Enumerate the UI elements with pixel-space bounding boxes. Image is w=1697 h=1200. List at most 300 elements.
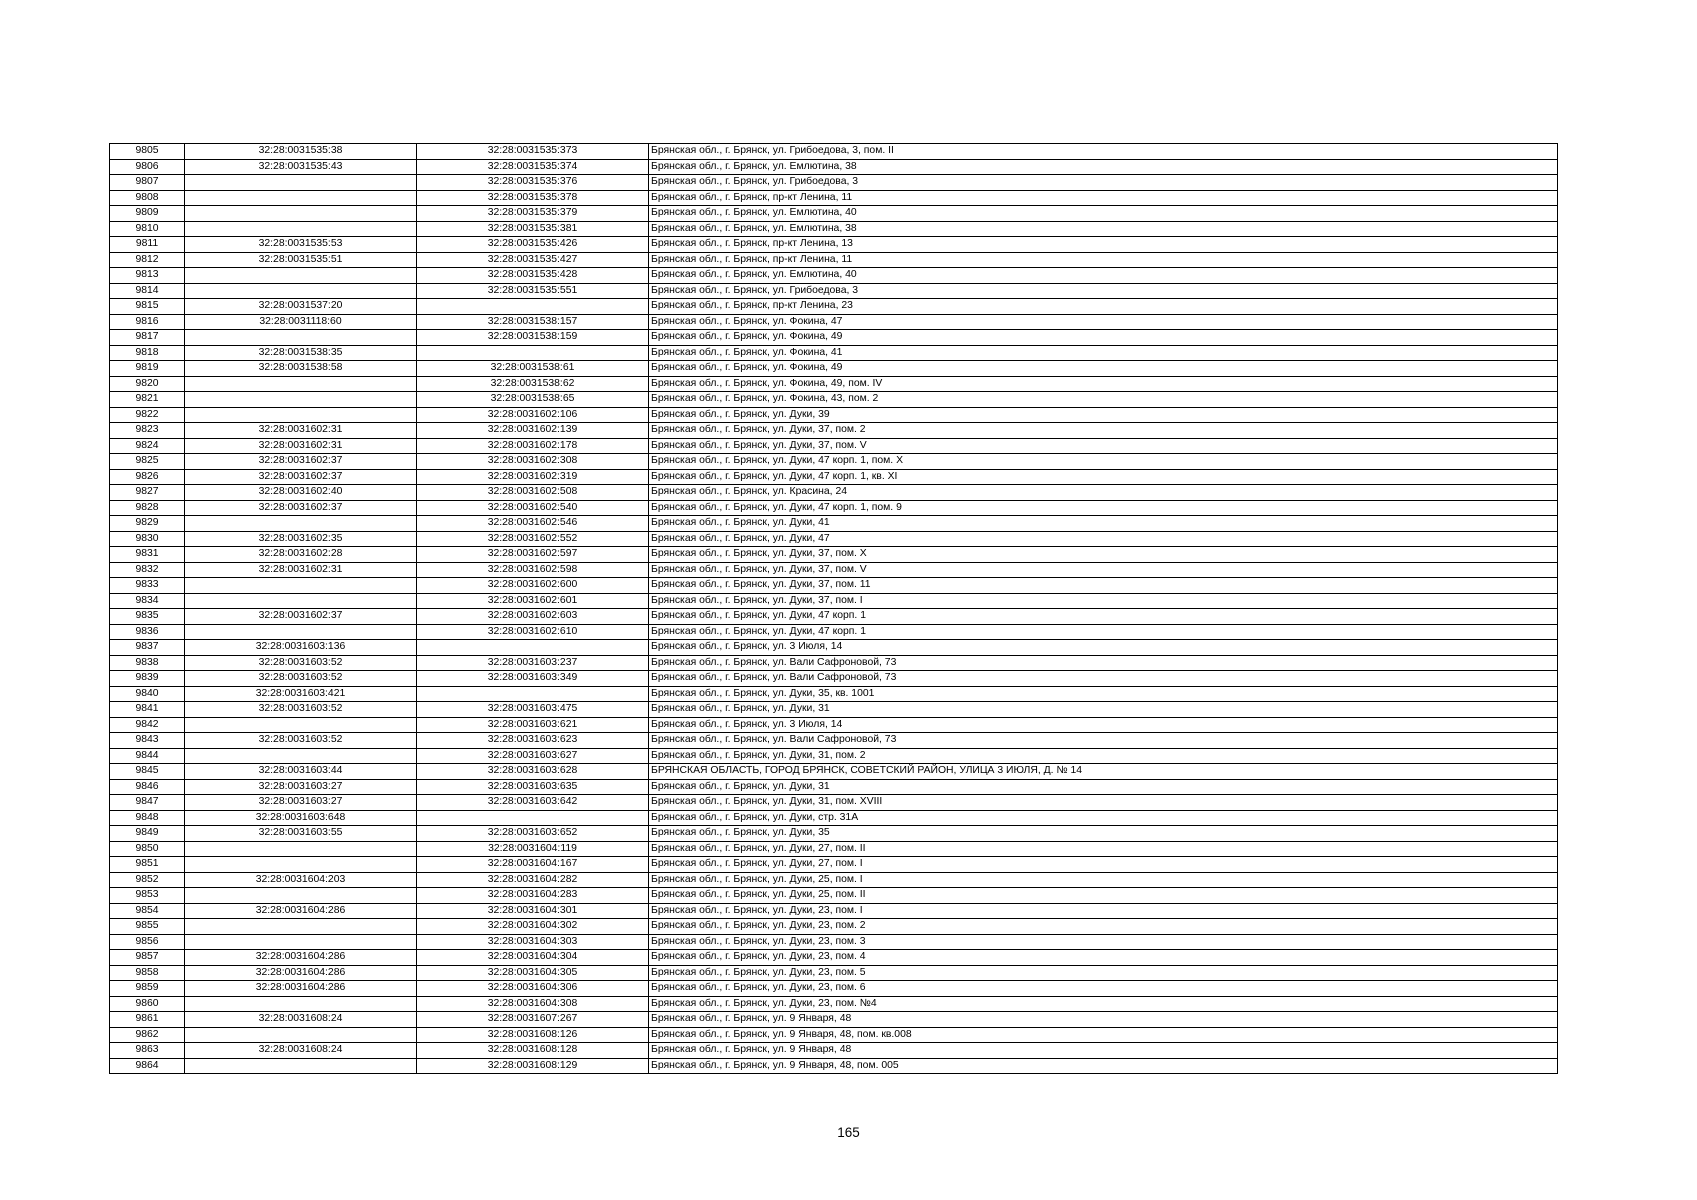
row-number-cell: 9833: [110, 578, 185, 594]
address-cell: Брянская обл., г. Брянск, ул. Дуки, 25, пом. I: [649, 872, 1558, 888]
land-cadastral-number-cell: [185, 392, 417, 408]
land-cadastral-number-cell: [185, 175, 417, 191]
address-cell: Брянская обл., г. Брянск, ул. Дуки, 47 корп. 1: [649, 624, 1558, 640]
table-row: [110, 1043, 1558, 1059]
row-number-cell: 9823: [110, 423, 185, 439]
address-cell: Брянская обл., г. Брянск, ул. Дуки, стр. 31А: [649, 810, 1558, 826]
land-cadastral-number-cell: [185, 593, 417, 609]
address-cell: Брянская обл., г. Брянск, ул. Вали Сафроновой, 73: [649, 671, 1558, 687]
object-cadastral-number-cell: 32:28:0031602:546: [417, 516, 649, 532]
land-cadastral-number-cell: [185, 748, 417, 764]
table-row: [110, 531, 1558, 547]
address-cell: Брянская обл., г. Брянск, ул. Дуки, 37, пом. V: [649, 438, 1558, 454]
object-cadastral-number-cell: 32:28:0031602:598: [417, 562, 649, 578]
object-cadastral-number-cell: 32:28:0031535:376: [417, 175, 649, 191]
table-row: [110, 500, 1558, 516]
table-row: [110, 299, 1558, 315]
row-number-cell: 9831: [110, 547, 185, 563]
land-cadastral-number-cell: 32:28:0031118:60: [185, 314, 417, 330]
row-number-cell: 9862: [110, 1027, 185, 1043]
table-row: [110, 516, 1558, 532]
document-page: [109, 143, 1558, 1074]
table-row: [110, 144, 1558, 160]
object-cadastral-number-cell: [417, 810, 649, 826]
object-cadastral-number-cell: 32:28:0031602:603: [417, 609, 649, 625]
row-number-cell: 9815: [110, 299, 185, 315]
address-cell: Брянская обл., г. Брянск, ул. Дуки, 23, пом. 3: [649, 934, 1558, 950]
row-number-cell: 9832: [110, 562, 185, 578]
address-cell: Брянская обл., г. Брянск, ул. Дуки, 23, пом. 4: [649, 950, 1558, 966]
object-cadastral-number-cell: 32:28:0031603:623: [417, 733, 649, 749]
table-row: [110, 454, 1558, 470]
land-cadastral-number-cell: [185, 221, 417, 237]
table-row: [110, 810, 1558, 826]
table-row: [110, 655, 1558, 671]
row-number-cell: 9834: [110, 593, 185, 609]
land-cadastral-number-cell: [185, 717, 417, 733]
table-row: [110, 175, 1558, 191]
object-cadastral-number-cell: 32:28:0031604:282: [417, 872, 649, 888]
land-cadastral-number-cell: [185, 1027, 417, 1043]
address-cell: Брянская обл., г. Брянск, ул. Вали Сафроновой, 73: [649, 733, 1558, 749]
address-cell: Брянская обл., г. Брянск, ул. Грибоедова, 3, пом. II: [649, 144, 1558, 160]
land-cadastral-number-cell: 32:28:0031602:31: [185, 562, 417, 578]
object-cadastral-number-cell: 32:28:0031602:508: [417, 485, 649, 501]
address-cell: Брянская обл., г. Брянск, ул. Дуки, 35, кв. 1001: [649, 686, 1558, 702]
address-cell: Брянская обл., г. Брянск, ул. Дуки, 47: [649, 531, 1558, 547]
object-cadastral-number-cell: 32:28:0031535:426: [417, 237, 649, 253]
table-row: [110, 361, 1558, 377]
object-cadastral-number-cell: 32:28:0031602:601: [417, 593, 649, 609]
address-cell: Брянская обл., г. Брянск, ул. Дуки, 47 корп. 1, кв. XI: [649, 469, 1558, 485]
row-number-cell: 9824: [110, 438, 185, 454]
address-cell: Брянская обл., г. Брянск, ул. Дуки, 39: [649, 407, 1558, 423]
address-cell: Брянская обл., г. Брянск, ул. Дуки, 23, пом. 2: [649, 919, 1558, 935]
table-row: [110, 826, 1558, 842]
row-number-cell: 9859: [110, 981, 185, 997]
land-cadastral-number-cell: 32:28:0031603:55: [185, 826, 417, 842]
land-cadastral-number-cell: [185, 624, 417, 640]
land-cadastral-number-cell: 32:28:0031608:24: [185, 1043, 417, 1059]
table-row: [110, 392, 1558, 408]
object-cadastral-number-cell: 32:28:0031608:126: [417, 1027, 649, 1043]
row-number-cell: 9810: [110, 221, 185, 237]
row-number-cell: 9842: [110, 717, 185, 733]
table-row: [110, 624, 1558, 640]
land-cadastral-number-cell: 32:28:0031604:203: [185, 872, 417, 888]
object-cadastral-number-cell: 32:28:0031604:302: [417, 919, 649, 935]
land-cadastral-number-cell: 32:28:0031602:31: [185, 438, 417, 454]
land-cadastral-number-cell: 32:28:0031602:37: [185, 609, 417, 625]
land-cadastral-number-cell: 32:28:0031537:20: [185, 299, 417, 315]
row-number-cell: 9845: [110, 764, 185, 780]
object-cadastral-number-cell: 32:28:0031538:159: [417, 330, 649, 346]
address-cell: Брянская обл., г. Брянск, ул. 3 Июля, 14: [649, 717, 1558, 733]
table-row: [110, 733, 1558, 749]
row-number-cell: 9809: [110, 206, 185, 222]
table-row: [110, 857, 1558, 873]
land-cadastral-number-cell: 32:28:0031535:51: [185, 252, 417, 268]
land-cadastral-number-cell: [185, 996, 417, 1012]
object-cadastral-number-cell: 32:28:0031604:306: [417, 981, 649, 997]
row-number-cell: 9860: [110, 996, 185, 1012]
row-number-cell: 9819: [110, 361, 185, 377]
address-cell: Брянская обл., г. Брянск, ул. Дуки, 37, пом. 2: [649, 423, 1558, 439]
object-cadastral-number-cell: 32:28:0031603:621: [417, 717, 649, 733]
land-cadastral-number-cell: 32:28:0031602:37: [185, 469, 417, 485]
address-cell: Брянская обл., г. Брянск, ул. Фокина, 49: [649, 361, 1558, 377]
table-row: [110, 950, 1558, 966]
row-number-cell: 9814: [110, 283, 185, 299]
address-cell: Брянская обл., г. Брянск, ул. Фокина, 47: [649, 314, 1558, 330]
address-cell: Брянская обл., г. Брянск, пр-кт Ленина, 11: [649, 190, 1558, 206]
row-number-cell: 9821: [110, 392, 185, 408]
table-row: [110, 485, 1558, 501]
object-cadastral-number-cell: 32:28:0031602:540: [417, 500, 649, 516]
object-cadastral-number-cell: 32:28:0031603:475: [417, 702, 649, 718]
address-cell: Брянская обл., г. Брянск, ул. Красина, 24: [649, 485, 1558, 501]
object-cadastral-number-cell: 32:28:0031602:552: [417, 531, 649, 547]
page-number: 165: [837, 1125, 860, 1140]
row-number-cell: 9816: [110, 314, 185, 330]
row-number-cell: 9855: [110, 919, 185, 935]
row-number-cell: 9830: [110, 531, 185, 547]
row-number-cell: 9811: [110, 237, 185, 253]
row-number-cell: 9848: [110, 810, 185, 826]
address-cell: Брянская обл., г. Брянск, ул. Дуки, 31, пом. XVIII: [649, 795, 1558, 811]
row-number-cell: 9829: [110, 516, 185, 532]
land-cadastral-number-cell: 32:28:0031608:24: [185, 1012, 417, 1028]
land-cadastral-number-cell: [185, 407, 417, 423]
address-cell: Брянская обл., г. Брянск, пр-кт Ленина, 23: [649, 299, 1558, 315]
table-row: [110, 283, 1558, 299]
land-cadastral-number-cell: 32:28:0031604:286: [185, 965, 417, 981]
land-cadastral-number-cell: 32:28:0031535:43: [185, 159, 417, 175]
row-number-cell: 9806: [110, 159, 185, 175]
land-cadastral-number-cell: 32:28:0031602:28: [185, 547, 417, 563]
address-cell: Брянская обл., г. Брянск, ул. 9 Января, 48, пом. кв.008: [649, 1027, 1558, 1043]
address-cell: Брянская обл., г. Брянск, ул. 9 Января, 48: [649, 1012, 1558, 1028]
address-cell: Брянская обл., г. Брянск, ул. Емлютина, 40: [649, 268, 1558, 284]
table-row: [110, 547, 1558, 563]
land-cadastral-number-cell: 32:28:0031603:52: [185, 655, 417, 671]
table-row: [110, 671, 1558, 687]
table-row: [110, 578, 1558, 594]
land-cadastral-number-cell: [185, 516, 417, 532]
table-row: [110, 702, 1558, 718]
land-cadastral-number-cell: 32:28:0031602:37: [185, 454, 417, 470]
table-row: [110, 934, 1558, 950]
land-cadastral-number-cell: [185, 888, 417, 904]
object-cadastral-number-cell: 32:28:0031607:267: [417, 1012, 649, 1028]
land-cadastral-number-cell: 32:28:0031603:52: [185, 702, 417, 718]
land-cadastral-number-cell: 32:28:0031603:52: [185, 733, 417, 749]
table-row: [110, 686, 1558, 702]
row-number-cell: 9818: [110, 345, 185, 361]
land-cadastral-number-cell: [185, 919, 417, 935]
table-row: [110, 438, 1558, 454]
table-row: [110, 159, 1558, 175]
row-number-cell: 9813: [110, 268, 185, 284]
table-row: [110, 965, 1558, 981]
land-cadastral-number-cell: 32:28:0031602:31: [185, 423, 417, 439]
object-cadastral-number-cell: [417, 686, 649, 702]
table-row: [110, 237, 1558, 253]
address-cell: Брянская обл., г. Брянск, ул. Грибоедова, 3: [649, 175, 1558, 191]
object-cadastral-number-cell: 32:28:0031608:128: [417, 1043, 649, 1059]
table-row: [110, 330, 1558, 346]
land-cadastral-number-cell: [185, 857, 417, 873]
row-number-cell: 9820: [110, 376, 185, 392]
object-cadastral-number-cell: 32:28:0031535:381: [417, 221, 649, 237]
object-cadastral-number-cell: 32:28:0031535:373: [417, 144, 649, 160]
address-cell: Брянская обл., г. Брянск, ул. Дуки, 23, пом. 5: [649, 965, 1558, 981]
object-cadastral-number-cell: 32:28:0031535:428: [417, 268, 649, 284]
row-number-cell: 9864: [110, 1058, 185, 1074]
address-cell: Брянская обл., г. Брянск, ул. Дуки, 25, пом. II: [649, 888, 1558, 904]
object-cadastral-number-cell: 32:28:0031538:61: [417, 361, 649, 377]
object-cadastral-number-cell: 32:28:0031604:304: [417, 950, 649, 966]
object-cadastral-number-cell: 32:28:0031602:319: [417, 469, 649, 485]
row-number-cell: 9835: [110, 609, 185, 625]
land-cadastral-number-cell: [185, 578, 417, 594]
address-cell: Брянская обл., г. Брянск, ул. Емлютина, 38: [649, 159, 1558, 175]
address-cell: Брянская обл., г. Брянск, ул. 9 Января, 48, пом. 005: [649, 1058, 1558, 1074]
table-row: [110, 469, 1558, 485]
address-cell: Брянская обл., г. Брянск, ул. Вали Сафроновой, 73: [649, 655, 1558, 671]
row-number-cell: 9856: [110, 934, 185, 950]
object-cadastral-number-cell: 32:28:0031604:167: [417, 857, 649, 873]
object-cadastral-number-cell: 32:28:0031604:308: [417, 996, 649, 1012]
table-row: [110, 1012, 1558, 1028]
address-cell: Брянская обл., г. Брянск, ул. Дуки, 31: [649, 779, 1558, 795]
table-row: [110, 1027, 1558, 1043]
row-number-cell: 9817: [110, 330, 185, 346]
address-cell: Брянская обл., г. Брянск, ул. Дуки, 47 корп. 1, пом. X: [649, 454, 1558, 470]
object-cadastral-number-cell: 32:28:0031603:627: [417, 748, 649, 764]
table-row: [110, 345, 1558, 361]
row-number-cell: 9843: [110, 733, 185, 749]
address-cell: Брянская обл., г. Брянск, ул. Дуки, 31, пом. 2: [649, 748, 1558, 764]
land-cadastral-number-cell: [185, 330, 417, 346]
table-row: [110, 640, 1558, 656]
address-cell: Брянская обл., г. Брянск, ул. Дуки, 35: [649, 826, 1558, 842]
row-number-cell: 9812: [110, 252, 185, 268]
address-cell: Брянская обл., г. Брянск, ул. Дуки, 23, пом. I: [649, 903, 1558, 919]
table-row: [110, 252, 1558, 268]
table-row: [110, 593, 1558, 609]
table-row: [110, 268, 1558, 284]
row-number-cell: 9849: [110, 826, 185, 842]
object-cadastral-number-cell: 32:28:0031603:642: [417, 795, 649, 811]
land-cadastral-number-cell: 32:28:0031538:35: [185, 345, 417, 361]
object-cadastral-number-cell: 32:28:0031602:106: [417, 407, 649, 423]
object-cadastral-number-cell: 32:28:0031602:139: [417, 423, 649, 439]
land-cadastral-number-cell: 32:28:0031535:53: [185, 237, 417, 253]
land-cadastral-number-cell: 32:28:0031603:27: [185, 779, 417, 795]
row-number-cell: 9836: [110, 624, 185, 640]
table-row: [110, 996, 1558, 1012]
object-cadastral-number-cell: 32:28:0031602:308: [417, 454, 649, 470]
land-cadastral-number-cell: [185, 376, 417, 392]
object-cadastral-number-cell: 32:28:0031602:600: [417, 578, 649, 594]
registry-table: [109, 143, 1558, 1074]
object-cadastral-number-cell: 32:28:0031604:303: [417, 934, 649, 950]
object-cadastral-number-cell: 32:28:0031535:379: [417, 206, 649, 222]
table-row: [110, 779, 1558, 795]
table-row: [110, 407, 1558, 423]
object-cadastral-number-cell: 32:28:0031602:597: [417, 547, 649, 563]
table-row: [110, 841, 1558, 857]
address-cell: Брянская обл., г. Брянск, ул. Дуки, 37, пом. 11: [649, 578, 1558, 594]
table-row: [110, 764, 1558, 780]
row-number-cell: 9863: [110, 1043, 185, 1059]
address-cell: Брянская обл., г. Брянск, ул. Фокина, 49: [649, 330, 1558, 346]
object-cadastral-number-cell: 32:28:0031608:129: [417, 1058, 649, 1074]
table-row: [110, 206, 1558, 222]
object-cadastral-number-cell: 32:28:0031603:628: [417, 764, 649, 780]
object-cadastral-number-cell: 32:28:0031535:427: [417, 252, 649, 268]
row-number-cell: 9828: [110, 500, 185, 516]
address-cell: Брянская обл., г. Брянск, ул. Дуки, 37, пом. V: [649, 562, 1558, 578]
land-cadastral-number-cell: [185, 268, 417, 284]
table-row: [110, 981, 1558, 997]
address-cell: Брянская обл., г. Брянск, пр-кт Ленина, 11: [649, 252, 1558, 268]
object-cadastral-number-cell: 32:28:0031602:178: [417, 438, 649, 454]
land-cadastral-number-cell: 32:28:0031604:286: [185, 981, 417, 997]
row-number-cell: 9840: [110, 686, 185, 702]
address-cell: Брянская обл., г. Брянск, ул. 9 Января, 48: [649, 1043, 1558, 1059]
row-number-cell: 9857: [110, 950, 185, 966]
address-cell: Брянская обл., г. Брянск, ул. Дуки, 23, пом. 6: [649, 981, 1558, 997]
object-cadastral-number-cell: [417, 345, 649, 361]
land-cadastral-number-cell: 32:28:0031538:58: [185, 361, 417, 377]
row-number-cell: 9839: [110, 671, 185, 687]
row-number-cell: 9852: [110, 872, 185, 888]
address-cell: Брянская обл., г. Брянск, ул. Дуки, 47 корп. 1: [649, 609, 1558, 625]
address-cell: Брянская обл., г. Брянск, пр-кт Ленина, 13: [649, 237, 1558, 253]
object-cadastral-number-cell: 32:28:0031535:378: [417, 190, 649, 206]
land-cadastral-number-cell: [185, 934, 417, 950]
table-row: [110, 190, 1558, 206]
object-cadastral-number-cell: 32:28:0031603:635: [417, 779, 649, 795]
object-cadastral-number-cell: 32:28:0031538:157: [417, 314, 649, 330]
row-number-cell: 9827: [110, 485, 185, 501]
address-cell: Брянская обл., г. Брянск, ул. Фокина, 41: [649, 345, 1558, 361]
table-row: [110, 795, 1558, 811]
table-row: [110, 221, 1558, 237]
address-cell: Брянская обл., г. Брянск, ул. Дуки, 37, пом. I: [649, 593, 1558, 609]
row-number-cell: 9837: [110, 640, 185, 656]
object-cadastral-number-cell: [417, 299, 649, 315]
object-cadastral-number-cell: 32:28:0031603:652: [417, 826, 649, 842]
address-cell: Брянская обл., г. Брянск, ул. Дуки, 37, пом. X: [649, 547, 1558, 563]
object-cadastral-number-cell: 32:28:0031603:237: [417, 655, 649, 671]
row-number-cell: 9846: [110, 779, 185, 795]
object-cadastral-number-cell: 32:28:0031604:283: [417, 888, 649, 904]
object-cadastral-number-cell: 32:28:0031604:301: [417, 903, 649, 919]
land-cadastral-number-cell: 32:28:0031604:286: [185, 903, 417, 919]
object-cadastral-number-cell: 32:28:0031538:65: [417, 392, 649, 408]
row-number-cell: 9858: [110, 965, 185, 981]
table-row: [110, 903, 1558, 919]
object-cadastral-number-cell: 32:28:0031535:374: [417, 159, 649, 175]
object-cadastral-number-cell: 32:28:0031535:551: [417, 283, 649, 299]
land-cadastral-number-cell: 32:28:0031603:136: [185, 640, 417, 656]
land-cadastral-number-cell: 32:28:0031602:35: [185, 531, 417, 547]
table-row: [110, 717, 1558, 733]
address-cell: Брянская обл., г. Брянск, ул. Емлютина, 40: [649, 206, 1558, 222]
row-number-cell: 9805: [110, 144, 185, 160]
land-cadastral-number-cell: 32:28:0031602:40: [185, 485, 417, 501]
row-number-cell: 9850: [110, 841, 185, 857]
address-cell: Брянская обл., г. Брянск, ул. Емлютина, 38: [649, 221, 1558, 237]
table-row: [110, 1058, 1558, 1074]
table-row: [110, 376, 1558, 392]
address-cell: Брянская обл., г. Брянск, ул. Дуки, 41: [649, 516, 1558, 532]
row-number-cell: 9838: [110, 655, 185, 671]
row-number-cell: 9847: [110, 795, 185, 811]
land-cadastral-number-cell: 32:28:0031535:38: [185, 144, 417, 160]
address-cell: Брянская обл., г. Брянск, ул. Грибоедова, 3: [649, 283, 1558, 299]
row-number-cell: 9853: [110, 888, 185, 904]
object-cadastral-number-cell: 32:28:0031602:610: [417, 624, 649, 640]
row-number-cell: 9825: [110, 454, 185, 470]
address-cell: Брянская обл., г. Брянск, ул. Дуки, 27, пом. II: [649, 841, 1558, 857]
table-row: [110, 919, 1558, 935]
address-cell: Брянская обл., г. Брянск, ул. Фокина, 43, пом. 2: [649, 392, 1558, 408]
row-number-cell: 9822: [110, 407, 185, 423]
address-cell: Брянская обл., г. Брянск, ул. Дуки, 23, пом. №4: [649, 996, 1558, 1012]
address-cell: Брянская обл., г. Брянск, ул. Дуки, 31: [649, 702, 1558, 718]
object-cadastral-number-cell: 32:28:0031538:62: [417, 376, 649, 392]
table-row: [110, 872, 1558, 888]
object-cadastral-number-cell: [417, 640, 649, 656]
table-row: [110, 888, 1558, 904]
land-cadastral-number-cell: 32:28:0031604:286: [185, 950, 417, 966]
address-cell: БРЯНСКАЯ ОБЛАСТЬ, ГОРОД БРЯНСК, СОВЕТСКИЙ РАЙОН, УЛИЦА 3 ИЮЛЯ, Д. № 14: [649, 764, 1558, 780]
address-cell: Брянская обл., г. Брянск, ул. Дуки, 47 корп. 1, пом. 9: [649, 500, 1558, 516]
row-number-cell: 9854: [110, 903, 185, 919]
address-cell: Брянская обл., г. Брянск, ул. 3 Июля, 14: [649, 640, 1558, 656]
land-cadastral-number-cell: [185, 1058, 417, 1074]
address-cell: Брянская обл., г. Брянск, ул. Фокина, 49, пом. IV: [649, 376, 1558, 392]
registry-table-body: [110, 144, 1558, 1074]
land-cadastral-number-cell: 32:28:0031603:44: [185, 764, 417, 780]
land-cadastral-number-cell: [185, 841, 417, 857]
land-cadastral-number-cell: [185, 190, 417, 206]
land-cadastral-number-cell: 32:28:0031603:52: [185, 671, 417, 687]
table-row: [110, 423, 1558, 439]
land-cadastral-number-cell: 32:28:0031603:648: [185, 810, 417, 826]
table-row: [110, 562, 1558, 578]
row-number-cell: 9861: [110, 1012, 185, 1028]
table-row: [110, 609, 1558, 625]
row-number-cell: 9808: [110, 190, 185, 206]
row-number-cell: 9844: [110, 748, 185, 764]
table-row: [110, 314, 1558, 330]
land-cadastral-number-cell: [185, 283, 417, 299]
table-row: [110, 748, 1558, 764]
row-number-cell: 9807: [110, 175, 185, 191]
land-cadastral-number-cell: [185, 206, 417, 222]
address-cell: Брянская обл., г. Брянск, ул. Дуки, 27, пом. I: [649, 857, 1558, 873]
land-cadastral-number-cell: 32:28:0031603:421: [185, 686, 417, 702]
row-number-cell: 9826: [110, 469, 185, 485]
object-cadastral-number-cell: 32:28:0031604:305: [417, 965, 649, 981]
row-number-cell: 9841: [110, 702, 185, 718]
land-cadastral-number-cell: 32:28:0031602:37: [185, 500, 417, 516]
